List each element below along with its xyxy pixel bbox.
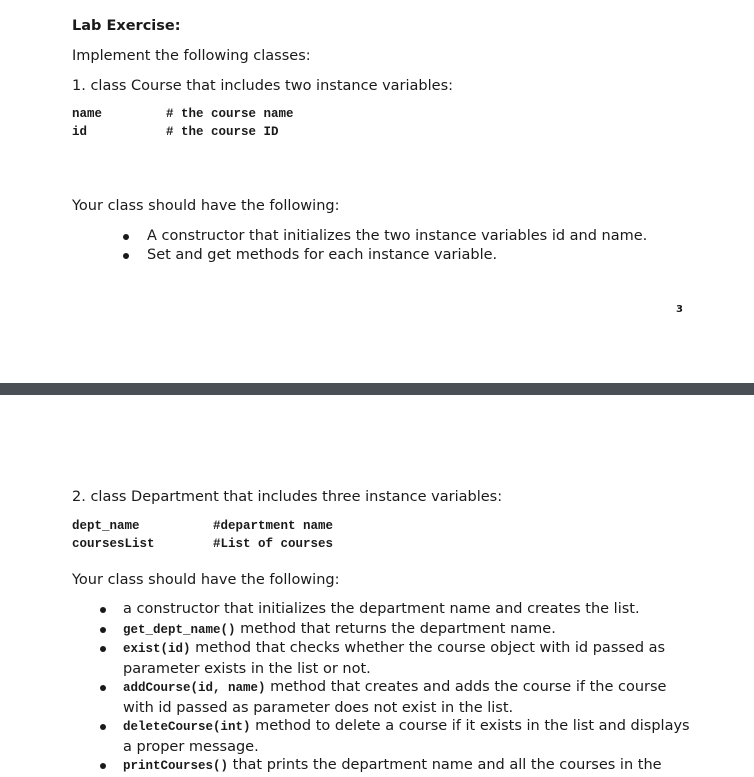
var-name: coursesList xyxy=(72,537,155,551)
method-signature: deleteCourse(int) xyxy=(123,720,251,734)
var-name: dept_name xyxy=(72,519,140,533)
bullet-description: method to delete a course if it exists in the list and displays a proper message. xyxy=(123,718,690,755)
bullet-text xyxy=(123,600,691,620)
page-number: 3 xyxy=(676,304,683,315)
var-comment: # the course ID xyxy=(166,125,279,139)
bullet-dot xyxy=(100,685,106,691)
section-heading: Lab Exercise: xyxy=(72,18,181,34)
page-separator xyxy=(0,383,754,395)
bullet-dot xyxy=(100,627,106,633)
bullet-dot xyxy=(123,234,129,240)
bullet-text: A constructor that initializes the two instance variables id and name. xyxy=(147,228,648,244)
var-comment: #department name xyxy=(213,519,334,533)
var-name: id xyxy=(72,125,88,139)
bullet-text: Set and get methods for each instance variable. xyxy=(147,247,498,263)
method-signature: addCourse(id, name) xyxy=(123,681,266,695)
requirements-heading: Your class should have the following: xyxy=(72,198,340,214)
method-signature: printCourses() xyxy=(123,759,229,773)
bullet-text xyxy=(123,620,691,641)
department-class-heading: 2. class Department that includes three instance variables: xyxy=(72,489,503,505)
requirements-heading: Your class should have the following: xyxy=(72,572,340,588)
bullet-text xyxy=(123,639,691,679)
bullet-description: method that creates and adds the course if the course with id passed as parameter does not exist in the list. xyxy=(123,679,667,716)
bullet-dot xyxy=(100,724,106,730)
bullet-description: method that returns the department name. xyxy=(235,621,556,637)
bullet-description: method that checks whether the course object with id passed as parameter exists in the list or not. xyxy=(123,640,666,677)
bullet-dot xyxy=(123,253,129,259)
bullet-dot xyxy=(100,763,106,769)
bullet-description: that prints the department name and all the courses in the xyxy=(228,757,662,773)
course-class-heading: 1. class Course that includes two instance variables: xyxy=(72,78,454,94)
bullet-text xyxy=(123,717,691,757)
method-signature: exist(id) xyxy=(123,642,191,656)
var-comment: #List of courses xyxy=(213,537,334,551)
bullet-dot xyxy=(100,646,106,652)
var-comment: # the course name xyxy=(166,107,294,121)
bullet-text xyxy=(123,756,691,777)
bullet-text xyxy=(123,678,691,718)
method-signature: get_dept_name() xyxy=(123,623,236,637)
bullet-dot xyxy=(100,607,106,613)
document-page-2 xyxy=(0,395,754,774)
document-page-1 xyxy=(0,0,754,383)
var-name: name xyxy=(72,107,103,121)
intro-text: Implement the following classes: xyxy=(72,48,311,64)
bullet-description: a constructor that initializes the department name and creates the list. xyxy=(123,601,640,617)
